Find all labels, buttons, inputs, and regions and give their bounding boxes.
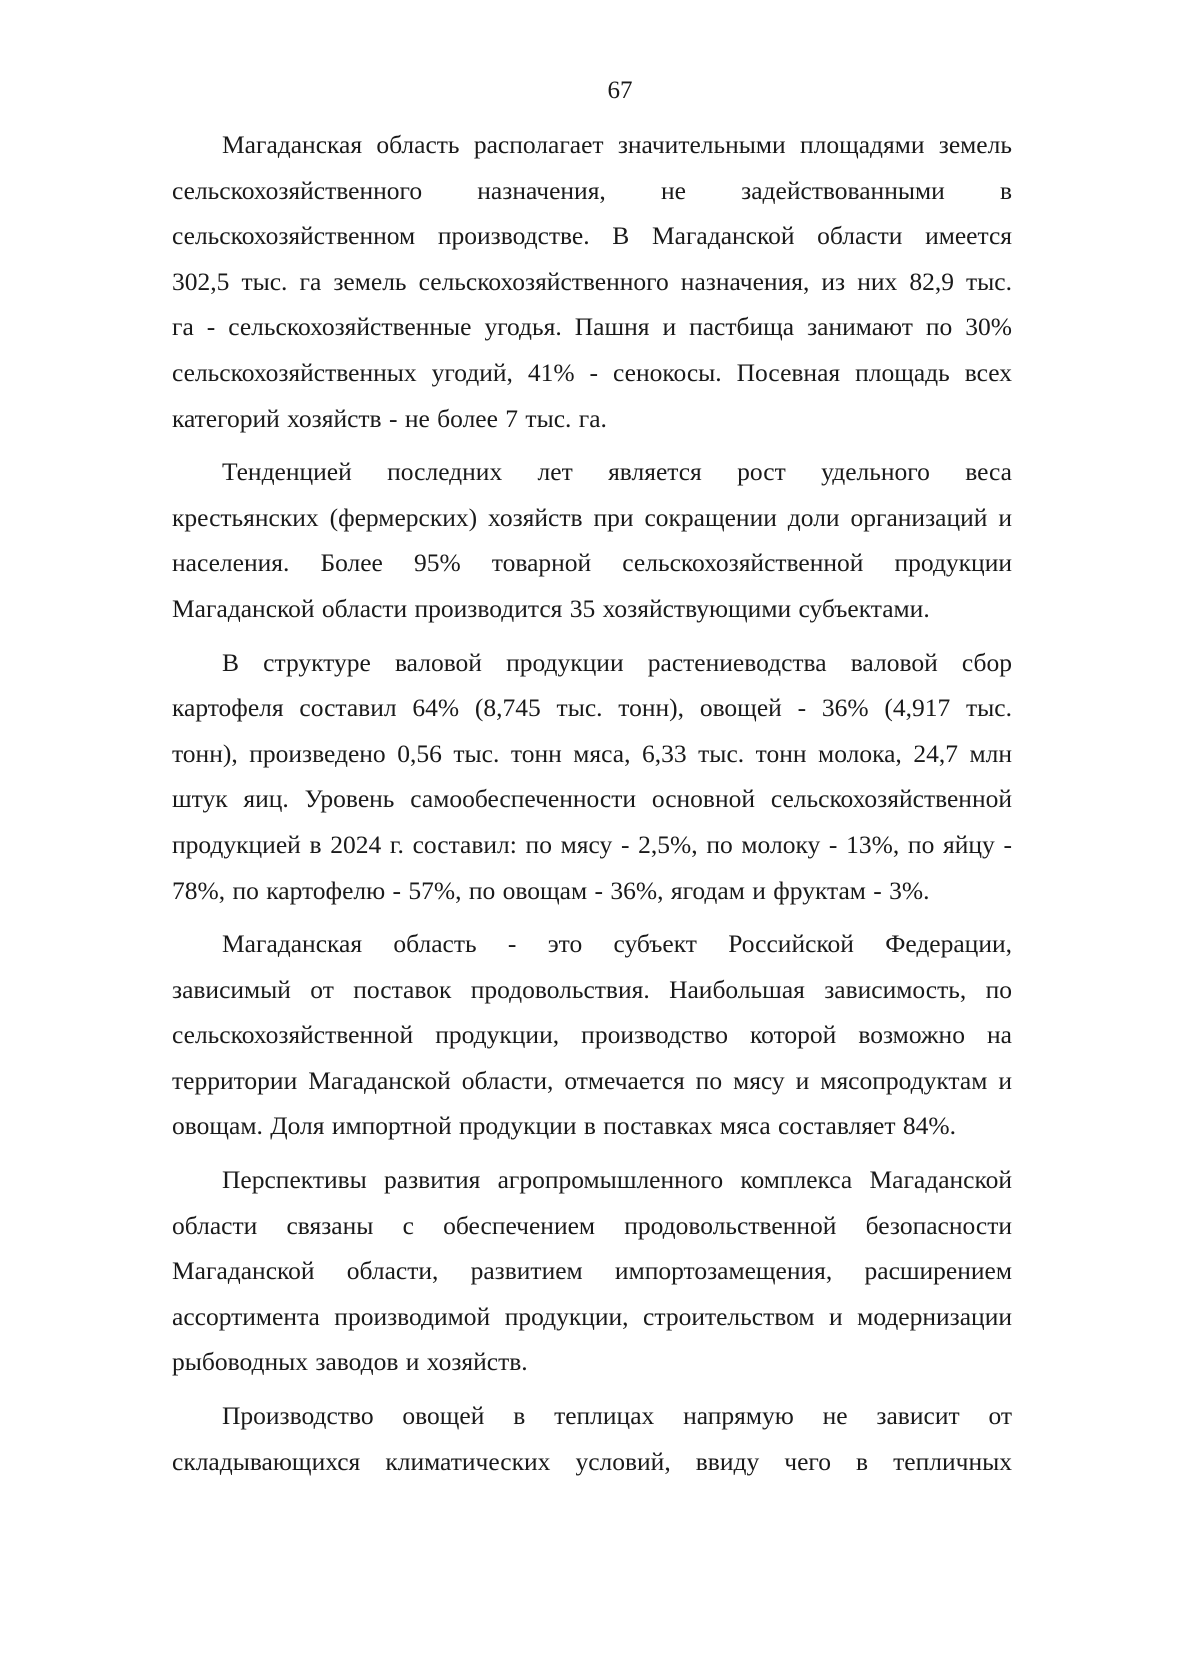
text-line: Тенденцией последних лет является рост удельного веса: [222, 457, 1012, 487]
text-line: Производство овощей в теплицах напрямую не зависит от: [222, 1401, 1012, 1431]
paragraph: [172, 640, 1012, 914]
text-line: категорий хозяйств - не более 7 тыс. га.: [172, 403, 607, 433]
text-line: населения. Более 95% товарной сельскохозяйственной продукции: [172, 548, 1012, 578]
text-line: Перспективы развития агропромышленного комплекса Магаданской: [222, 1165, 1012, 1195]
text-line: В структуре валовой продукции растениеводства валовой сбор: [222, 647, 1012, 677]
text-line: тонн), произведено 0,56 тыс. тонн мяса, 6,33 тыс. тонн молока, 24,7 млн: [172, 738, 1012, 768]
text-line: штук яиц. Уровень самообеспеченности основной сельскохозяйственной: [172, 784, 1012, 814]
text-line: зависимый от поставок продовольствия. Наибольшая зависимость, по: [172, 974, 1012, 1004]
text-line: сельскохозяйственной продукции, производство которой возможно на: [172, 1020, 1012, 1050]
paragraph: [172, 921, 1012, 1149]
text-line: складывающихся климатических условий, ввиду чего в тепличных: [172, 1446, 1012, 1476]
text-line: территории Магаданской области, отмечается по мясу и мясопродуктам и: [172, 1065, 1012, 1095]
text-line: га - сельскохозяйственные угодья. Пашня и пастбища занимают по 30%: [172, 312, 1012, 342]
text-line: 302,5 тыс. га земель сельскохозяйственного назначения, из них 82,9 тыс.: [172, 266, 1012, 296]
text-line: сельскохозяйственных угодий, 41% - сенокосы. Посевная площадь всех: [172, 357, 1012, 387]
text-line: крестьянских (фермерских) хозяйств при сокращении доли организаций и: [172, 502, 1012, 532]
text-line: сельскохозяйственном производстве. В Магаданской области имеется: [172, 221, 1012, 251]
text-line: области связаны с обеспечением продовольственной безопасности: [172, 1210, 1012, 1240]
text-line: сельскохозяйственного назначения, не задействованными в: [172, 175, 1012, 205]
text-line: картофеля составил 64% (8,745 тыс. тонн), овощей - 36% (4,917 тыс.: [172, 693, 1012, 723]
paragraph: [172, 1157, 1012, 1385]
paragraph: [172, 122, 1012, 441]
text-line: 78%, по картофелю - 57%, по овощам - 36%, ягодам и фруктам - 3%.: [172, 875, 930, 905]
text-line: Магаданской области, развитием импортозамещения, расширением: [172, 1256, 1012, 1286]
page-number: 67: [607, 77, 633, 104]
text-line: Магаданская область располагает значительными площадями земель: [222, 130, 1012, 159]
text-line: Магаданской области производится 35 хозяйствующими субъектами.: [172, 593, 930, 623]
text-line: Магаданская область - это субъект Российской Федерации,: [222, 929, 1012, 959]
text-line: продукцией в 2024 г. составил: по мясу - 2,5%, по молоку - 13%, по яйцу -: [172, 829, 1012, 859]
body-text: [172, 122, 1012, 1484]
text-line: рыбоводных заводов и хозяйств.: [172, 1347, 528, 1377]
text-line: ассортимента производимой продукции, строительством и модернизации: [172, 1301, 1012, 1331]
paragraph: [172, 1393, 1012, 1484]
text-line: овощам. Доля импортной продукции в поставках мяса составляет 84%.: [172, 1111, 956, 1141]
paragraph: [172, 449, 1012, 631]
